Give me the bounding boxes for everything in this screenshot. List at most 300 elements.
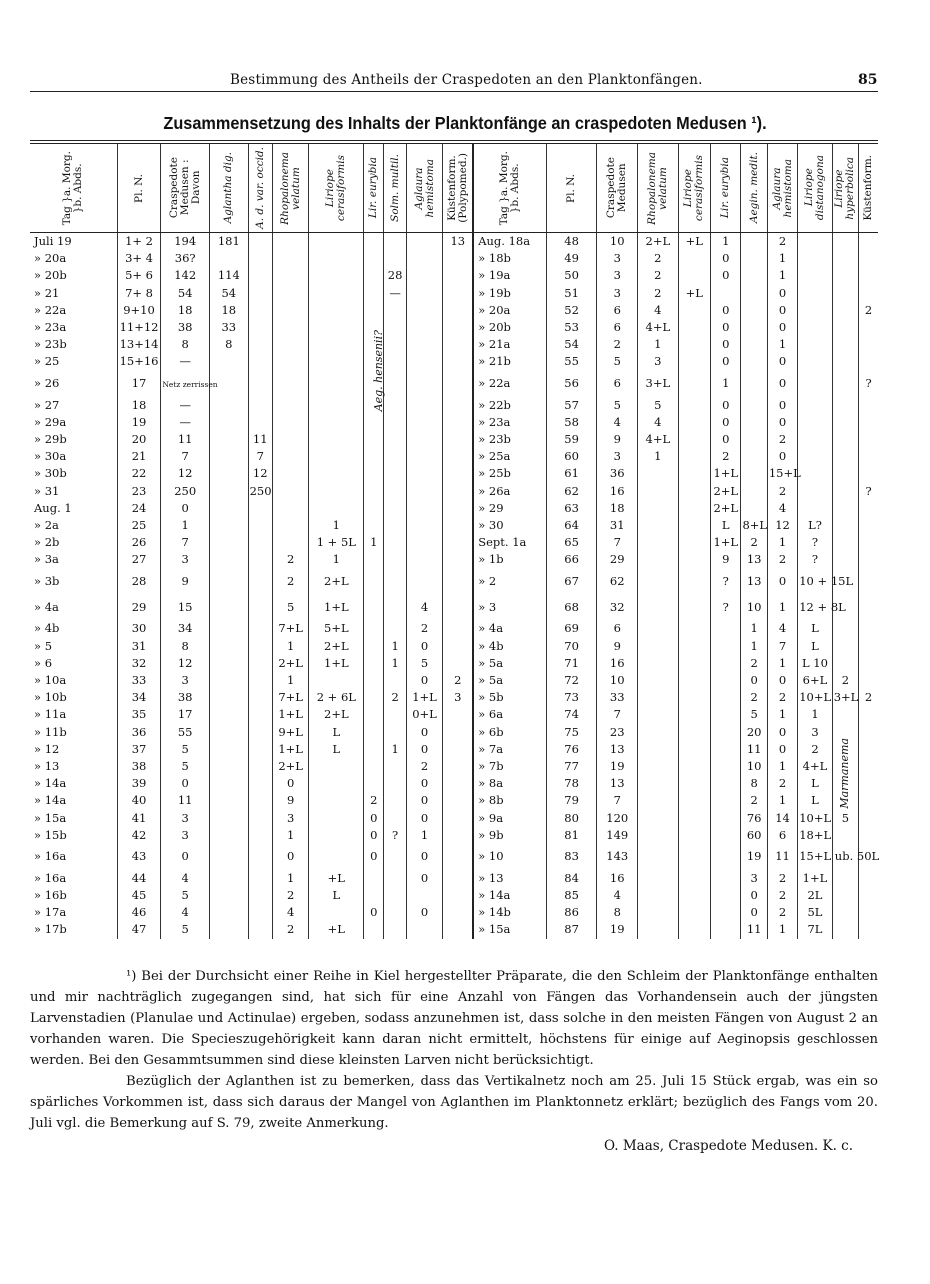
right-header-label: Küstenform. (862, 155, 875, 221)
r-cell: 7 (767, 638, 797, 655)
l-cell: 194 (161, 233, 210, 251)
r-cell (741, 233, 767, 251)
l-cell (272, 448, 309, 465)
l-cell: 0 (364, 904, 384, 921)
l-cell (309, 336, 364, 353)
r-cell (798, 250, 832, 267)
right-header-6 (741, 144, 767, 233)
r-cell: 4+L (638, 319, 679, 336)
r-cell: 3+L (638, 371, 679, 397)
r-cell (678, 844, 710, 870)
l-cell: » 2b (34, 535, 60, 550)
r-cell (859, 551, 878, 568)
l-cell (248, 921, 272, 938)
l-cell: 1 (272, 672, 309, 689)
r-cell: 67 (546, 568, 597, 594)
l-cell: 1+L (309, 655, 364, 672)
left-header-2 (161, 144, 210, 233)
l-cell (443, 371, 473, 397)
r-cell: 0 (767, 568, 797, 594)
r-cell (832, 397, 858, 414)
l-cell: 2+L (272, 758, 309, 775)
r-cell (798, 302, 832, 319)
l-cell (210, 397, 249, 414)
r-cell: 0 (711, 414, 741, 431)
l-cell (210, 827, 249, 844)
r-cell (798, 414, 832, 431)
r-cell: 2 (638, 285, 679, 302)
l-cell (406, 397, 443, 414)
l-cell: 30 (117, 620, 161, 637)
l-cell: 40 (117, 792, 161, 809)
l-cell: 15+16 (117, 353, 161, 370)
left-header-10 (443, 144, 473, 233)
l-cell: 250 (248, 482, 272, 499)
l-cell (443, 568, 473, 594)
r-cell: » 4b (473, 638, 546, 655)
r-cell (832, 706, 858, 723)
r-cell: 49 (546, 250, 597, 267)
l-cell: » 3a (34, 552, 59, 567)
l-cell (443, 741, 473, 758)
r-cell: » 5a (473, 672, 546, 689)
l-cell (210, 551, 249, 568)
l-cell (248, 706, 272, 723)
r-cell: » 6b (473, 724, 546, 741)
l-cell: 15 (161, 594, 210, 620)
r-cell: 60 (741, 827, 767, 844)
r-cell: 0 (711, 267, 741, 284)
r-cell (832, 285, 858, 302)
r-cell: » 23a (473, 414, 546, 431)
l-cell: 17 (117, 371, 161, 397)
right-header-label: Craspedote Medusen (605, 157, 629, 219)
r-cell: 80 (546, 809, 597, 826)
r-cell (711, 887, 741, 904)
l-cell: 7 (161, 448, 210, 465)
l-cell (443, 414, 473, 431)
r-cell (859, 921, 878, 938)
l-cell (364, 233, 384, 251)
l-cell (364, 655, 384, 672)
l-cell: 1 (384, 638, 406, 655)
r-cell: 36 (597, 465, 638, 482)
l-cell (443, 465, 473, 482)
l-cell: 1 (364, 534, 384, 551)
l-cell (309, 465, 364, 482)
r-cell: 8+L (741, 517, 767, 534)
l-cell (248, 809, 272, 826)
r-cell (798, 482, 832, 499)
l-cell (248, 724, 272, 741)
r-cell (741, 250, 767, 267)
r-cell (638, 921, 679, 938)
l-cell: 25 (117, 517, 161, 534)
l-cell: 2 (272, 887, 309, 904)
r-cell: 84 (546, 870, 597, 887)
r-cell: 1 (767, 336, 797, 353)
r-cell: 16 (597, 482, 638, 499)
l-cell: » 5 (34, 638, 53, 653)
l-cell (364, 568, 384, 594)
l-cell (443, 285, 473, 302)
right-header-9 (832, 144, 858, 233)
r-cell: » 5b (473, 689, 546, 706)
right-header-5 (711, 144, 741, 233)
l-cell (210, 741, 249, 758)
r-cell: 18 (597, 500, 638, 517)
r-cell (678, 638, 710, 655)
l-cell (443, 482, 473, 499)
r-cell: 0 (767, 672, 797, 689)
l-cell (364, 302, 384, 319)
r-cell: 10 (741, 594, 767, 620)
r-cell: ? (711, 568, 741, 594)
l-cell (443, 302, 473, 319)
l-cell: 26 (117, 534, 161, 551)
r-cell (859, 568, 878, 594)
l-cell: 2+L (309, 568, 364, 594)
l-cell (210, 638, 249, 655)
l-cell: 2+L (309, 638, 364, 655)
r-cell: L (798, 792, 832, 809)
r-cell: 10+L (798, 689, 832, 706)
r-cell (741, 500, 767, 517)
r-cell (678, 482, 710, 499)
l-cell (406, 233, 443, 251)
right-header-label: Rhopalonema velatum (645, 151, 669, 225)
l-cell (406, 534, 443, 551)
l-cell (364, 638, 384, 655)
left-header-1 (117, 144, 161, 233)
l-cell (384, 371, 406, 397)
r-cell (678, 672, 710, 689)
r-cell: 3 (597, 285, 638, 302)
r-cell: 11 (767, 844, 797, 870)
l-cell (384, 233, 406, 251)
r-cell: » 25a (473, 448, 546, 465)
l-cell (384, 844, 406, 870)
l-cell (309, 844, 364, 870)
l-cell: 2+L (272, 655, 309, 672)
r-cell (711, 285, 741, 302)
l-cell: 54 (210, 285, 249, 302)
r-cell (638, 870, 679, 887)
r-cell: » 7b (473, 758, 546, 775)
l-cell: 20 (117, 431, 161, 448)
r-cell (711, 792, 741, 809)
r-cell (678, 465, 710, 482)
r-cell (638, 517, 679, 534)
r-cell: 3 (597, 448, 638, 465)
l-cell (309, 758, 364, 775)
r-cell: 4 (767, 500, 797, 517)
l-cell: 1 (384, 655, 406, 672)
l-cell: 27 (117, 551, 161, 568)
r-cell: » 18b (473, 250, 546, 267)
l-cell: » 12 (34, 741, 60, 756)
l-cell (443, 336, 473, 353)
l-cell (210, 672, 249, 689)
l-cell (210, 517, 249, 534)
l-cell (309, 792, 364, 809)
side-note-marmanema: Marmanema (838, 738, 851, 809)
r-cell (678, 775, 710, 792)
r-cell: » 14a (473, 887, 546, 904)
l-cell: 114 (210, 267, 249, 284)
l-cell: 4 (272, 904, 309, 921)
table-row (30, 250, 878, 267)
l-cell (364, 431, 384, 448)
r-cell: 6 (597, 371, 638, 397)
r-cell (832, 267, 858, 284)
l-cell (384, 870, 406, 887)
l-cell (309, 285, 364, 302)
r-cell (711, 809, 741, 826)
l-cell: 11 (161, 792, 210, 809)
r-cell (741, 448, 767, 465)
l-cell: 3+ 4 (117, 250, 161, 267)
r-cell: 31 (597, 517, 638, 534)
table-top-rule (30, 140, 878, 141)
l-cell (309, 397, 364, 414)
table-body (30, 233, 878, 939)
l-cell: — (161, 397, 210, 414)
r-cell (859, 809, 878, 826)
r-cell (832, 921, 858, 938)
r-cell (832, 620, 858, 637)
left-header-label: Lir. eurybia (367, 157, 380, 219)
r-cell (859, 414, 878, 431)
header-row (30, 144, 878, 233)
l-cell (384, 706, 406, 723)
left-header-label: Rhopalonema velatum (278, 151, 302, 225)
right-header-10 (859, 144, 878, 233)
r-cell: 1 (767, 655, 797, 672)
l-cell (443, 267, 473, 284)
l-cell: 0 (406, 775, 443, 792)
r-cell (832, 233, 858, 251)
l-cell (443, 758, 473, 775)
table-row (30, 353, 878, 370)
r-cell: 13 (597, 775, 638, 792)
l-cell (210, 250, 249, 267)
l-cell: 7 (248, 448, 272, 465)
r-cell (798, 285, 832, 302)
l-cell: +L (309, 921, 364, 938)
r-cell: 53 (546, 319, 597, 336)
r-cell (711, 638, 741, 655)
table-row (30, 620, 878, 637)
l-cell (309, 414, 364, 431)
l-cell: 38 (117, 758, 161, 775)
l-cell (443, 620, 473, 637)
left-header-3 (210, 144, 249, 233)
l-cell (406, 465, 443, 482)
l-cell: » 14a (34, 793, 67, 808)
l-cell (248, 371, 272, 397)
l-cell (443, 500, 473, 517)
l-cell (210, 689, 249, 706)
l-cell: 17 (161, 706, 210, 723)
r-cell: 54 (546, 336, 597, 353)
l-cell (384, 775, 406, 792)
l-cell (309, 431, 364, 448)
r-cell (678, 319, 710, 336)
l-cell (384, 594, 406, 620)
r-cell: 4 (597, 414, 638, 431)
l-cell (210, 482, 249, 499)
l-cell: 2 (406, 758, 443, 775)
table-row (30, 319, 878, 336)
r-cell: 12 (767, 517, 797, 534)
r-cell: 5 (741, 706, 767, 723)
r-cell: 83 (546, 844, 597, 870)
l-cell: 9+10 (117, 302, 161, 319)
r-cell (832, 302, 858, 319)
r-cell: 23 (597, 724, 638, 741)
r-cell (859, 500, 878, 517)
r-cell (832, 250, 858, 267)
r-cell (741, 336, 767, 353)
r-cell: 2 (741, 792, 767, 809)
l-cell (248, 741, 272, 758)
r-cell: 1 (767, 758, 797, 775)
l-cell (384, 568, 406, 594)
r-cell: +L (678, 285, 710, 302)
l-cell (406, 500, 443, 517)
table-row (30, 500, 878, 517)
l-cell (309, 672, 364, 689)
r-cell: 2 (767, 775, 797, 792)
l-cell: 0 (406, 809, 443, 826)
l-cell (309, 267, 364, 284)
l-cell (364, 285, 384, 302)
l-cell (406, 431, 443, 448)
table-row (30, 551, 878, 568)
r-cell: » 14b (473, 904, 546, 921)
r-cell: 1 (741, 638, 767, 655)
table-row (30, 672, 878, 689)
l-cell: 21 (117, 448, 161, 465)
r-cell: 33 (597, 689, 638, 706)
r-cell: 16 (597, 870, 638, 887)
l-cell (248, 285, 272, 302)
r-cell (741, 431, 767, 448)
l-cell: 38 (161, 319, 210, 336)
r-cell (638, 655, 679, 672)
left-header-9 (406, 144, 443, 233)
l-cell: 4 (161, 870, 210, 887)
l-cell (248, 887, 272, 904)
r-cell (741, 414, 767, 431)
l-cell (248, 870, 272, 887)
r-cell (711, 921, 741, 938)
r-cell: 4+L (798, 758, 832, 775)
r-cell: 77 (546, 758, 597, 775)
r-cell: 3 (638, 353, 679, 370)
l-cell (384, 921, 406, 938)
l-cell (272, 482, 309, 499)
l-cell: 142 (161, 267, 210, 284)
r-cell: 70 (546, 638, 597, 655)
r-cell (638, 500, 679, 517)
r-cell: 4+L (638, 431, 679, 448)
r-cell: 0 (741, 672, 767, 689)
l-cell (248, 414, 272, 431)
r-cell: » 8a (473, 775, 546, 792)
l-cell (272, 371, 309, 397)
r-cell: » 3 (473, 594, 546, 620)
r-cell (798, 448, 832, 465)
l-cell (364, 689, 384, 706)
r-cell (832, 534, 858, 551)
l-cell (272, 431, 309, 448)
l-cell (248, 551, 272, 568)
l-cell: 28 (384, 267, 406, 284)
l-cell: 1 (272, 870, 309, 887)
l-cell (210, 353, 249, 370)
l-cell: 1 (309, 517, 364, 534)
l-cell: 19 (117, 414, 161, 431)
l-cell: » 21 (34, 285, 60, 300)
l-cell: » 20b (34, 268, 67, 283)
r-cell: 13 (741, 551, 767, 568)
l-cell (443, 250, 473, 267)
r-cell: ? (859, 482, 878, 499)
left-header-label: Tag }a. Morg. }b. Abds. (61, 150, 85, 226)
r-cell: 8 (597, 904, 638, 921)
l-cell (384, 500, 406, 517)
l-cell: 2 (272, 568, 309, 594)
l-cell (384, 250, 406, 267)
l-cell: 8 (161, 638, 210, 655)
l-cell: 5 (161, 758, 210, 775)
l-cell (248, 250, 272, 267)
l-cell: 42 (117, 827, 161, 844)
r-cell: 4 (638, 302, 679, 319)
r-cell (741, 319, 767, 336)
table-row (30, 724, 878, 741)
r-cell (859, 887, 878, 904)
r-cell: 61 (546, 465, 597, 482)
r-cell: +L (678, 233, 710, 251)
table-row (30, 233, 878, 251)
right-header-label: Liriope distanogona (802, 155, 826, 221)
l-cell (248, 534, 272, 551)
r-cell: 1 (767, 250, 797, 267)
r-cell: » 29 (473, 500, 546, 517)
r-cell (859, 706, 878, 723)
l-cell: 22 (117, 465, 161, 482)
r-cell: 5 (597, 353, 638, 370)
r-cell: 57 (546, 397, 597, 414)
r-cell: » 30 (473, 517, 546, 534)
r-cell: 18+L (798, 827, 832, 844)
r-cell: 2 (597, 336, 638, 353)
r-cell: 0 (767, 371, 797, 397)
r-cell (741, 267, 767, 284)
l-cell: » 15b (34, 827, 67, 842)
r-cell: 0 (767, 302, 797, 319)
l-cell (384, 792, 406, 809)
l-cell: 1+L (272, 741, 309, 758)
l-cell: 1+L (406, 689, 443, 706)
l-cell: 38 (161, 689, 210, 706)
l-cell (443, 870, 473, 887)
l-cell: L (309, 724, 364, 741)
r-cell: Aug. 18a (473, 233, 546, 251)
